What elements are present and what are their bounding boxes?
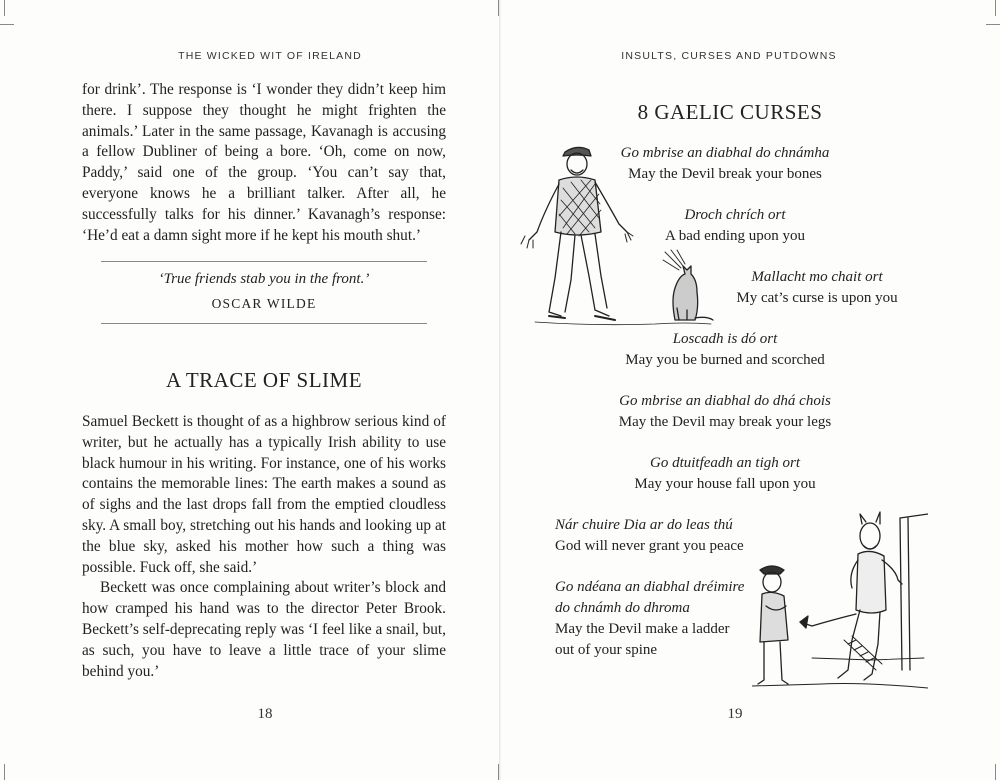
trim-mark (0, 24, 14, 25)
curse-gaelic: Go mbrise an diabhal do chnámha (620, 145, 830, 161)
curse-gaelic: do chnámh do dhroma (555, 600, 690, 616)
curse-english: May the Devil make a ladder (555, 621, 730, 637)
trim-mark (498, 0, 499, 16)
gutter (499, 0, 501, 780)
left-opening-paragraph (82, 80, 446, 246)
curse-english: out of your spine (555, 642, 658, 658)
curse-english: May the Devil may break your legs (618, 414, 832, 430)
curse-english: May the Devil break your bones (628, 166, 822, 182)
curse-item (585, 453, 865, 495)
quote-author: OSCAR WILDE (211, 296, 317, 311)
curse-english: God will never grant you peace (555, 538, 744, 554)
trim-mark (4, 0, 5, 16)
page-number-right: 19 (727, 706, 743, 722)
man-and-cat-illustration (515, 140, 715, 330)
paragraph: Samuel Beckett is thought of as a highbrow serious kind of writer, but he actually has a typically Irish ability to use black humour in his writing. For instance, one of his works contains the memorable lines: The earth makes a sound as of sighs and the last drops fall from the emptied cloudless sky. A small boy, stretching out his hands and looking up at the blue sky, asked his mother how such a thing was possible. Fuck off, she said.’ (82, 413, 446, 576)
trim-mark (986, 24, 1000, 25)
curse-gaelic: Droch chrích ort (684, 207, 786, 223)
curse-item (600, 329, 850, 371)
page-number-left: 18 (257, 706, 273, 722)
section-heading-slime: A TRACE OF SLIME (165, 368, 363, 392)
quote-top-rule (101, 261, 427, 262)
curse-gaelic: Go ndéana an diabhal dréimire (555, 579, 745, 595)
curse-english: May you be burned and scorched (625, 352, 825, 368)
curse-item (555, 577, 755, 661)
curse-gaelic: Mallacht mo chait ort (751, 269, 883, 285)
right-running-head: INSULTS, CURSES AND PUTDOWNS (621, 50, 837, 62)
trim-mark (995, 764, 996, 780)
curse-gaelic: Go dtuitfeadh an tigh ort (650, 455, 800, 471)
section-heading-curses: 8 GAELIC CURSES (637, 100, 823, 124)
paragraph: Beckett was once complaining about writer’s block and how cramped his hand was to the director Peter Brook. Beckett’s self-deprecating reply was ‘I feel like a snail, but, as such, you have to leave a little trace of your slime behind you.’ (82, 579, 447, 680)
trim-mark (995, 0, 996, 16)
trim-mark (498, 764, 499, 780)
curse-gaelic: Loscadh is dó ort (672, 331, 778, 347)
paragraph: for drink’. The response is ‘I wonder they didn’t keep him there. I suppose they thought he might frighten the animals.’ Later in the same passage, Kavanagh is accusing a fellow Dubliner of being a bore. ‘Oh, come on now, Paddy,’ said one of the group. ‘You can’t say that, everyone knows he a brilliant talker. After all, he successfully talks for his dinner.’ Kavanagh’s response: ‘He’d eat a damn sight more if he kept his mouth shut.’ (82, 81, 446, 244)
left-running-head: THE WICKED WIT OF IRELAND (178, 50, 362, 62)
curse-english: May your house fall upon you (634, 476, 816, 492)
curse-item (585, 391, 865, 433)
quote-bottom-rule (101, 323, 427, 324)
pull-quote: ‘True friends stab you in the front.’ (158, 271, 370, 287)
man-and-devil-illustration (752, 510, 928, 690)
curse-english: A bad ending upon you (665, 228, 805, 244)
curse-item (712, 267, 922, 309)
curse-gaelic: Go mbrise an diabhal do dhá chois (619, 393, 831, 409)
curse-english: My cat’s curse is upon you (736, 290, 898, 306)
curse-gaelic: Nár chuire Dia ar do leas thú (555, 517, 733, 533)
left-body-text (82, 412, 446, 682)
trim-mark (4, 764, 5, 780)
curse-item (555, 515, 755, 557)
